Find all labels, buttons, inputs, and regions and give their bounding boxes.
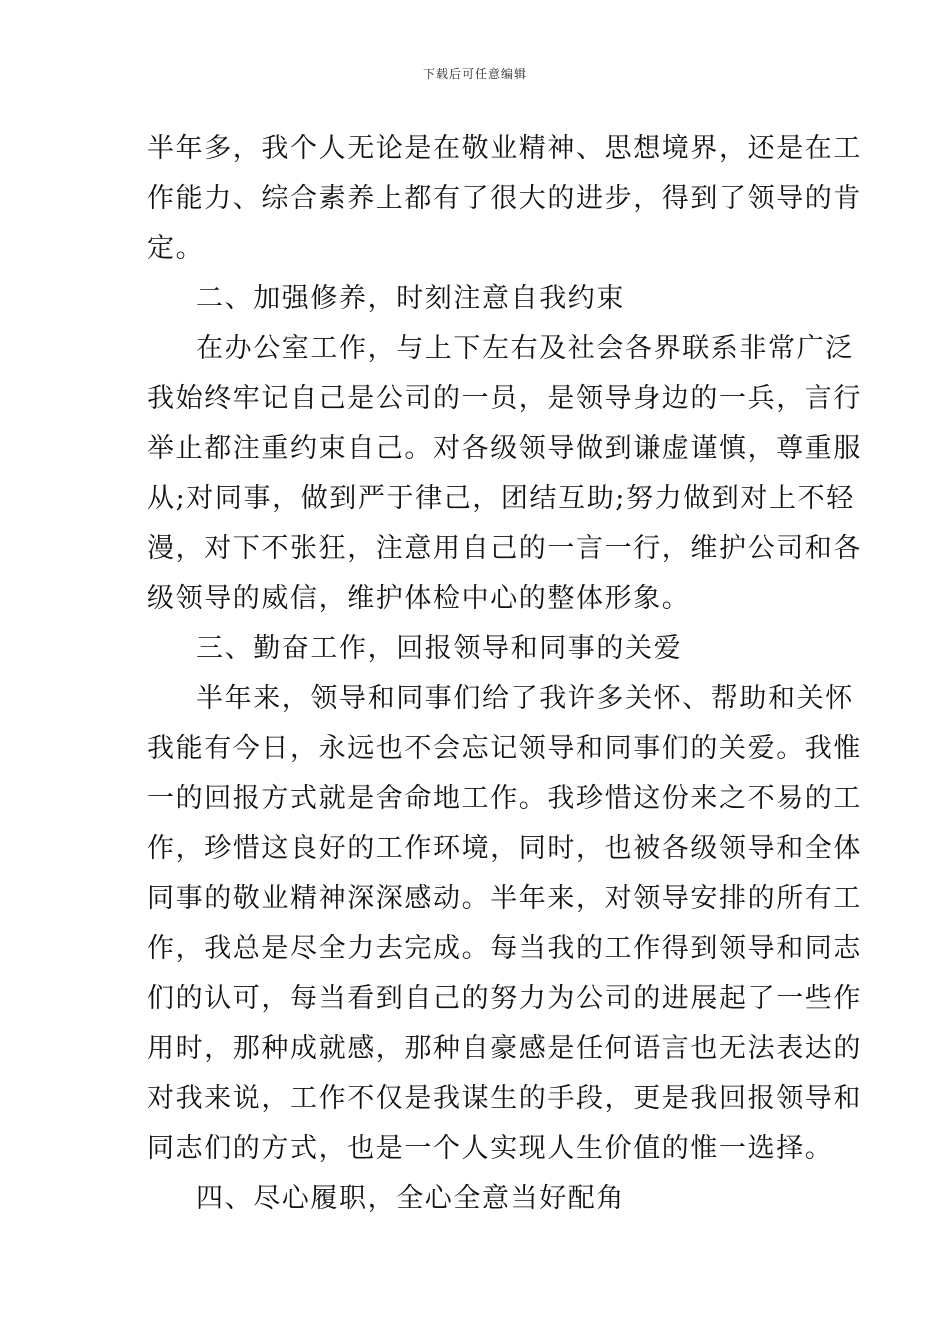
body-line: 一的回报方式就是舍命地工作。我珍惜这份来之不易的工 bbox=[147, 783, 862, 814]
body-line: 作，珍惜这良好的工作环境，同时，也被各级领导和全体 bbox=[147, 833, 862, 864]
body-line: 同事的敬业精神深深感动。半年来，对领导安排的所有工 bbox=[147, 883, 862, 914]
body-line: 漫，对下不张狂，注意用自己的一言一行，维护公司和各 bbox=[147, 533, 862, 564]
body-line: 对我来说，工作不仅是我谋生的手段，更是我回报领导和 bbox=[147, 1083, 862, 1114]
page-header: 下载后可任意编辑 bbox=[422, 67, 527, 81]
body-line: 级领导的威信，维护体检中心的整体形象。 bbox=[147, 583, 691, 614]
paragraph-first-line: 在办公室工作，与上下左右及社会各界联系非常广泛 bbox=[196, 333, 854, 364]
body-line: 同志们的方式，也是一个人实现人生价值的惟一选择。 bbox=[147, 1133, 834, 1164]
body-line: 们的认可，每当看到自己的努力为公司的进展起了一些作 bbox=[147, 983, 862, 1014]
section-heading: 四、尽心履职，全心全意当好配角 bbox=[196, 1183, 625, 1214]
body-line: 我始终牢记自己是公司的一员，是领导身边的一兵，言行 bbox=[147, 383, 862, 414]
body-line: 定。 bbox=[147, 233, 205, 264]
body-line: 作能力、综合素养上都有了很大的进步，得到了领导的肯 bbox=[147, 183, 862, 214]
body-line: 从;对同事，做到严于律己，团结互助;努力做到对上不轻 bbox=[147, 483, 855, 514]
body-line: 我能有今日，永远也不会忘记领导和同事们的关爱。我惟 bbox=[147, 733, 862, 764]
body-line: 作，我总是尽全力去完成。每当我的工作得到领导和同志 bbox=[147, 933, 862, 964]
body-line: 用时，那种成就感，那种自豪感是任何语言也无法表达的 bbox=[147, 1033, 862, 1064]
section-heading: 三、勤奋工作，回报领导和同事的关爱 bbox=[196, 633, 683, 664]
body-line: 举止都注重约束自己。对各级领导做到谦虚谨慎，尊重服 bbox=[147, 433, 862, 464]
section-heading: 二、加强修养，时刻注意自我约束 bbox=[196, 283, 625, 314]
paragraph-first-line: 半年来，领导和同事们给了我许多关怀、帮助和关怀 bbox=[196, 683, 854, 714]
body-line: 半年多，我个人无论是在敬业精神、思想境界，还是在工 bbox=[147, 133, 862, 164]
